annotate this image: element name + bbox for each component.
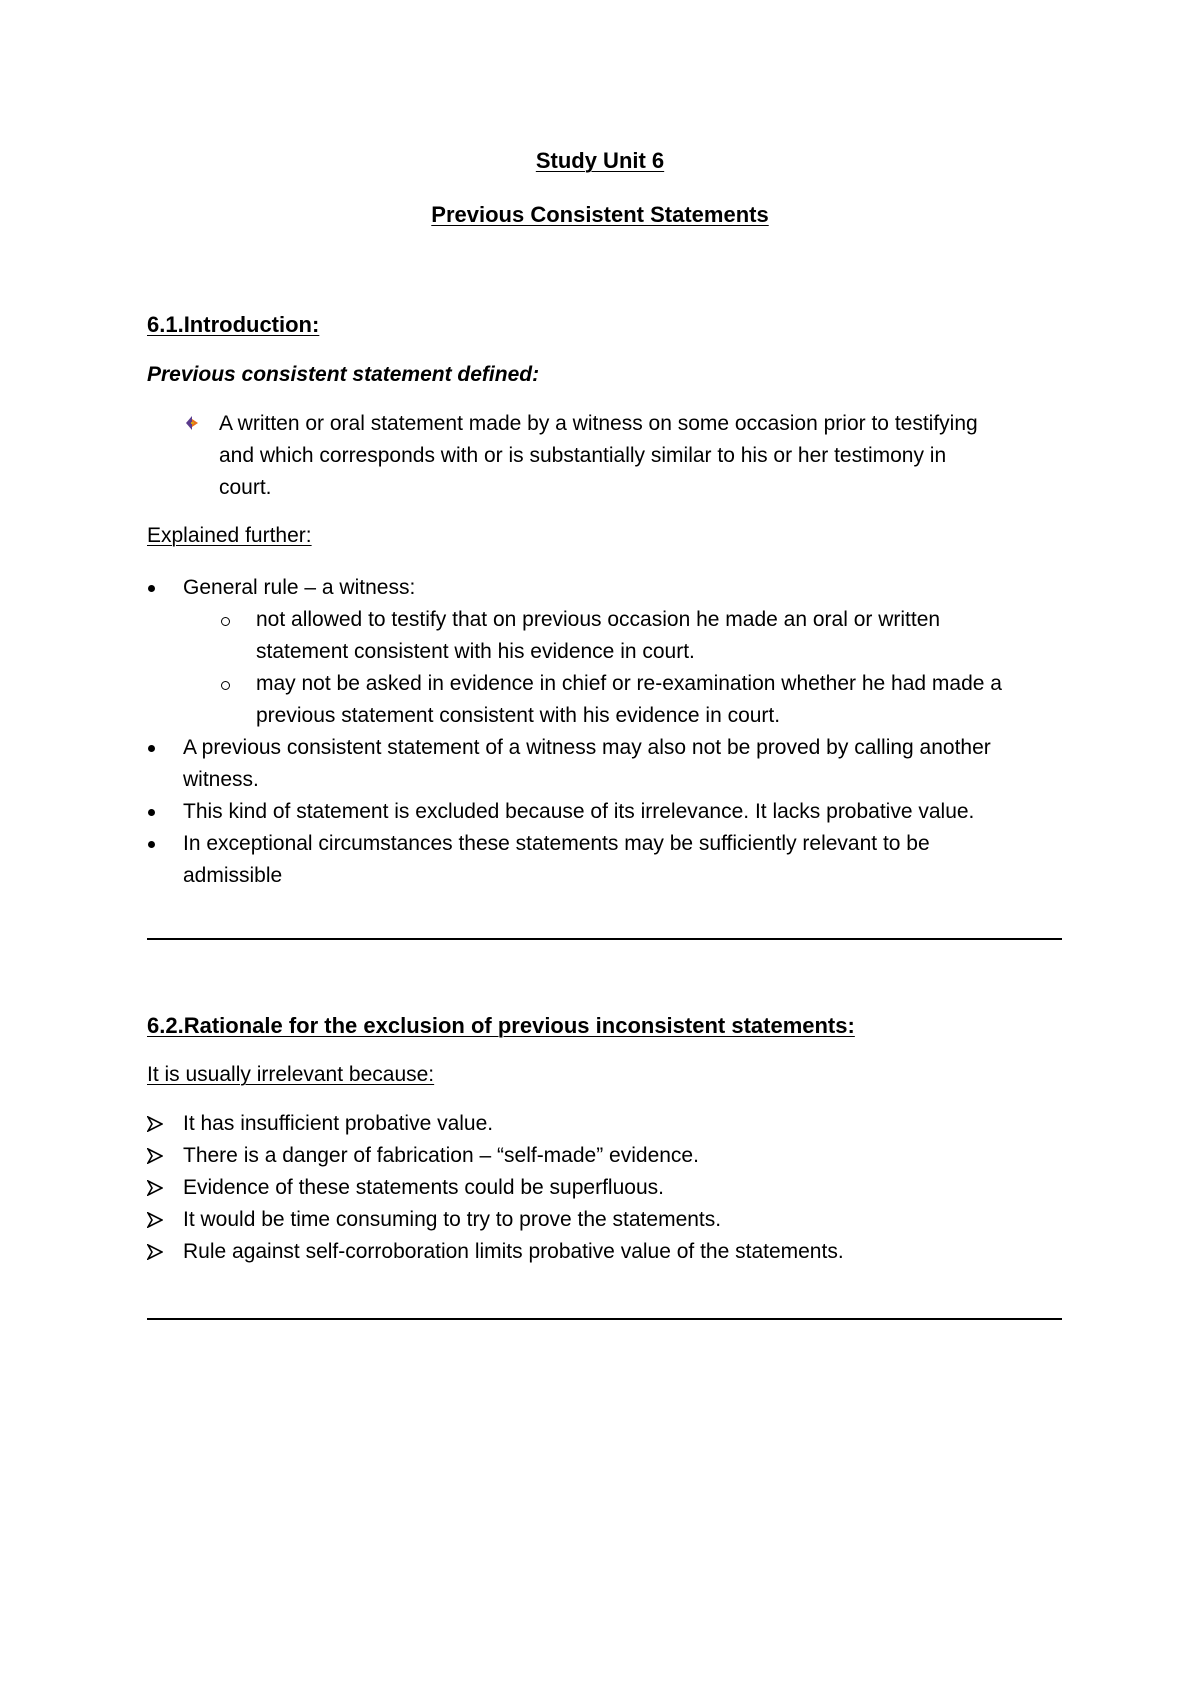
definition-line: court.	[219, 476, 272, 499]
definition-line: and which corresponds with or is substantially similar to his or her testimony in	[219, 444, 947, 467]
reason-item: It would be time consuming to try to prove the statements.	[183, 1208, 722, 1231]
circle-bullet-icon	[221, 617, 230, 626]
section-2-heading: 6.2.Rationale for the exclusion of previous inconsistent statements:	[147, 1013, 855, 1038]
bullet-item: General rule – a witness:	[183, 576, 416, 599]
section-divider	[147, 938, 1062, 940]
bullet-item: witness.	[183, 768, 259, 791]
sub-bullet-item: statement consistent with his evidence in court.	[256, 640, 695, 663]
bullet-item: A previous consistent statement of a witness may also not be proved by calling another	[183, 736, 991, 759]
section-divider	[147, 1318, 1062, 1320]
reason-item: There is a danger of fabrication – “self-made” evidence.	[183, 1144, 699, 1167]
sub-bullet-item: not allowed to testify that on previous occasion he made an oral or written	[256, 608, 941, 631]
circle-bullet-icon	[221, 681, 230, 690]
definition-label: Previous consistent statement defined:	[147, 363, 540, 386]
section-1-heading: 6.1.Introduction:	[147, 312, 320, 337]
sub-bullet-item: previous statement consistent with his evidence in court.	[256, 704, 781, 727]
disc-bullet-icon	[148, 809, 155, 816]
explained-label: Explained further:	[147, 524, 312, 547]
definition-line: A written or oral statement made by a witness on some occasion prior to testifying	[219, 412, 978, 435]
disc-bullet-icon	[148, 585, 155, 592]
page-subtitle: Previous Consistent Statements	[431, 202, 769, 227]
bullet-item: In exceptional circumstances these statements may be sufficiently relevant to be	[183, 832, 930, 855]
reason-label: It is usually irrelevant because:	[147, 1063, 435, 1086]
disc-bullet-icon	[148, 841, 155, 848]
reason-item: It has insufficient probative value.	[183, 1112, 494, 1135]
chevron-arrow-icon	[147, 1212, 163, 1228]
sub-bullet-item: may not be asked in evidence in chief or re-examination whether he had made a	[256, 672, 1002, 695]
arrow-bullet-icon	[186, 416, 198, 430]
bullet-item: admissible	[183, 864, 283, 887]
reason-item: Rule against self-corroboration limits probative value of the statements.	[183, 1240, 844, 1263]
reason-item: Evidence of these statements could be superfluous.	[183, 1176, 664, 1199]
chevron-arrow-icon	[147, 1148, 163, 1164]
chevron-arrow-icon	[147, 1244, 163, 1260]
disc-bullet-icon	[148, 745, 155, 752]
chevron-arrow-icon	[147, 1180, 163, 1196]
chevron-arrow-icon	[147, 1116, 163, 1132]
page-title: Study Unit 6	[535, 148, 665, 173]
bullet-item: This kind of statement is excluded because of its irrelevance. It lacks probative value.	[183, 800, 975, 823]
